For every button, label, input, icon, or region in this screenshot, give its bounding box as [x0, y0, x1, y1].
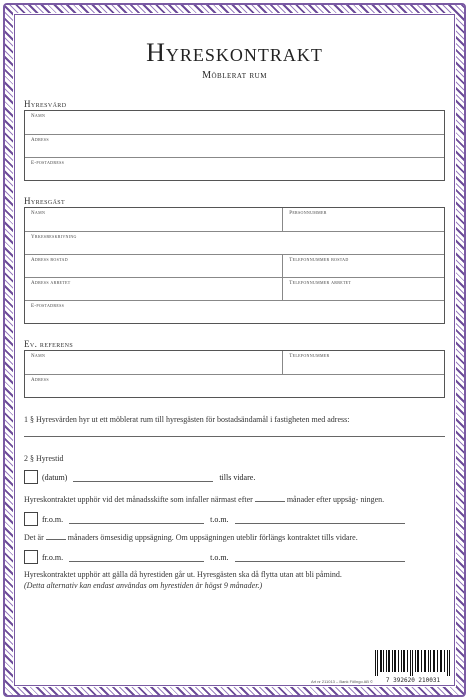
landlord-email-field[interactable] — [25, 158, 444, 180]
tenant-name-field[interactable] — [25, 208, 282, 231]
to-label: t.o.m. — [210, 552, 229, 562]
option-until-further-checkbox[interactable] — [24, 470, 38, 484]
barcode-bars — [373, 650, 453, 676]
option-period-notice — [24, 511, 445, 527]
landlord-name-field[interactable] — [25, 111, 444, 134]
field-label: Yrkesbeskrivning — [31, 235, 77, 240]
termination-text-a: Hyreskontraktet upphör vid det månadsskifte som infaller närmast efter — [24, 495, 253, 504]
field-label: Adress bostad — [31, 258, 68, 263]
landlord-heading: Hyresvärd — [24, 99, 67, 109]
contract-form — [24, 20, 445, 591]
notice-text-a: Det är — [24, 533, 44, 542]
option-fixed-period — [24, 549, 445, 565]
tenant-heading: Hyresgäst — [24, 196, 66, 206]
reference-address-field[interactable] — [25, 375, 444, 397]
clause-1-text: 1 § Hyresvärden hyr ut ett möblerat rum till hyresgästen för bostadsändamål i fastigheten med adress: — [24, 415, 350, 424]
field-label: Adress — [31, 138, 49, 143]
document-subtitle: Möblerat rum — [202, 70, 267, 81]
fixed-end-text: Hyreskontraktet upphör att gälla då hyrestiden går ut. Hyresgästen ska då flytta utan att bli påmind. — [24, 570, 342, 579]
field-label: Namn — [31, 354, 46, 359]
landlord-address-field[interactable] — [25, 135, 444, 157]
field-label: Adress arbetet — [31, 281, 71, 286]
fixed-from-line[interactable] — [69, 553, 204, 562]
from-label: fr.o.m. — [42, 514, 64, 524]
termination-text-b: månader efter uppsäg- — [286, 495, 359, 504]
fixed-to-line[interactable] — [235, 553, 405, 562]
document-title: Hyreskontrakt — [146, 38, 323, 67]
tenant-occupation-field[interactable] — [25, 232, 444, 254]
start-date-line[interactable] — [73, 473, 213, 482]
field-label: Telefonnummer bostad — [289, 258, 349, 263]
reference-box — [24, 350, 445, 398]
reference-section — [24, 338, 445, 398]
option-period-notice-checkbox[interactable] — [24, 512, 38, 526]
tenant-email-field[interactable] — [25, 301, 444, 323]
article-code: Art nr 211013 – Bank Föllngo AB © — [310, 679, 373, 684]
field-label: E-postadress — [31, 304, 65, 309]
tenant-work-phone-field[interactable] — [282, 278, 444, 300]
tenant-work-address-field[interactable] — [25, 278, 282, 300]
termination-text-c: ningen. — [360, 495, 385, 504]
reference-name-field[interactable] — [25, 351, 282, 374]
field-label: Telefonnummer — [289, 354, 330, 359]
from-label: fr.o.m. — [42, 552, 64, 562]
field-label: Personnummer — [289, 211, 327, 216]
option-fixed-period-checkbox[interactable] — [24, 550, 38, 564]
clause-2-heading: 2 § Hyrestid — [24, 454, 64, 463]
notice-text-b: månaders ömsesidig uppsägning. Om uppsägningen uteblir förlängs kontraktet tills vidare. — [67, 533, 358, 542]
period-to-line[interactable] — [235, 515, 405, 524]
notice-months-line[interactable] — [46, 531, 66, 540]
field-label: Telefonnummer arbetet — [289, 281, 352, 286]
tenant-section — [24, 195, 445, 324]
reference-phone-field[interactable] — [282, 351, 444, 374]
termination-text — [24, 493, 445, 505]
field-label: Namn — [31, 114, 46, 119]
fixed-note-text: (Detta alternativ kan endast användas om hyrestiden är högst 9 månader.) — [24, 581, 263, 590]
barcode-number: 7 392620 210031 — [385, 677, 441, 684]
barcode — [373, 650, 453, 684]
period-from-line[interactable] — [69, 515, 204, 524]
tenant-personal-number-field[interactable] — [282, 208, 444, 231]
to-label: t.o.m. — [210, 514, 229, 524]
tenant-home-address-field[interactable] — [25, 255, 282, 277]
until-further-text: tills vidare. — [219, 472, 256, 482]
termination-months-line[interactable] — [255, 493, 285, 502]
option-until-further — [24, 469, 445, 485]
tenant-box — [24, 207, 445, 324]
clause-1 — [24, 414, 445, 437]
clause-2 — [24, 453, 445, 591]
field-label: Adress — [31, 378, 49, 383]
date-label: (datum) — [42, 472, 68, 482]
reference-heading: Ev. referens — [24, 339, 74, 349]
landlord-section — [24, 98, 445, 181]
field-label: Namn — [31, 211, 46, 216]
field-label: E-postadress — [31, 161, 65, 166]
property-address-line[interactable] — [24, 425, 445, 437]
notice-text — [24, 531, 445, 543]
tenant-home-phone-field[interactable] — [282, 255, 444, 277]
landlord-box — [24, 110, 445, 181]
